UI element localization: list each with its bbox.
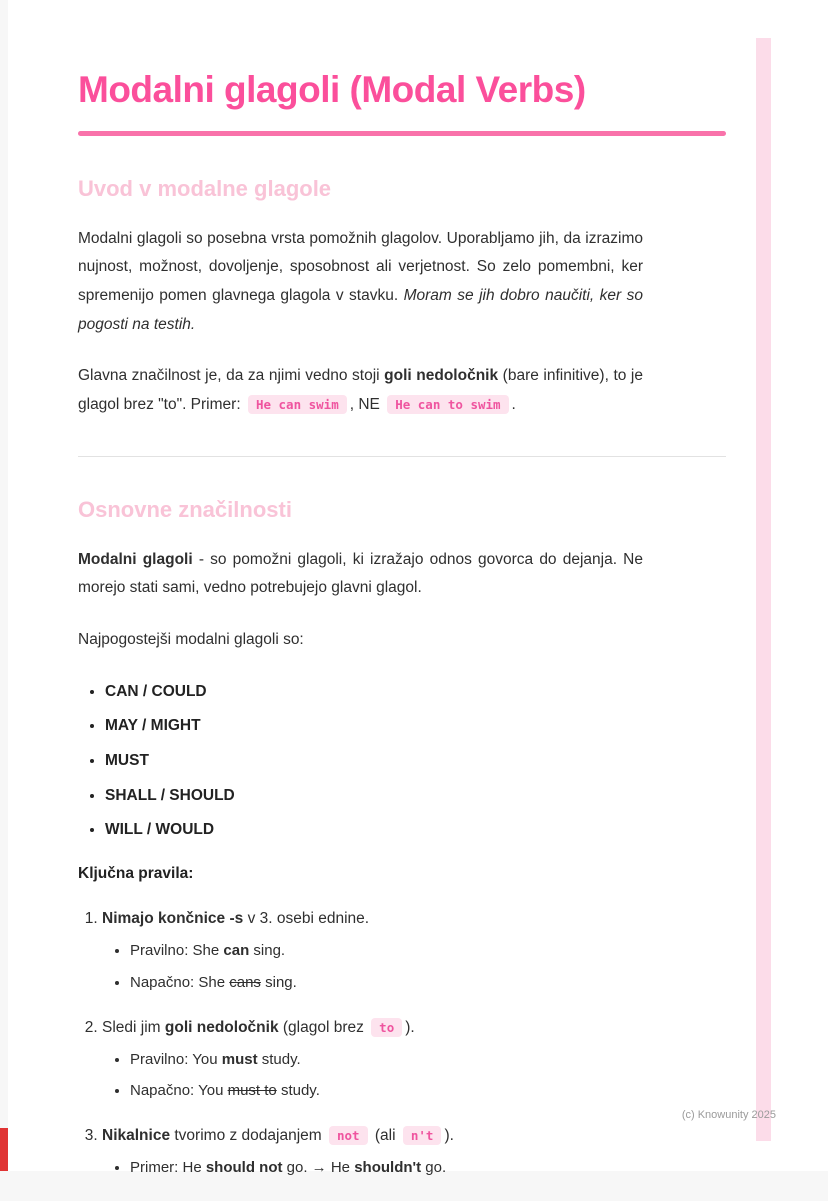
rule-item [102,907,658,994]
rule-examples [102,1049,658,1103]
list-item: • MAY / MIGHT [105,715,643,737]
section-divider [78,456,726,457]
title-underline-rule [78,131,726,136]
example-item: • Pravilno: You must study. [130,1049,658,1071]
document-content [78,70,726,1201]
rule-examples [102,940,658,994]
left-edge-accent-bar [0,1128,8,1171]
rule-examples [102,1157,658,1179]
example-item: • Napačno: You must to study. [130,1080,658,1102]
rule-text: Nimajo končnice -s v 3. osebi ednine. [102,910,370,928]
list-item: • CAN / COULD [105,681,643,703]
rule-item [102,1016,658,1103]
intro-paragraph-1: Modalni glagoli so posebna vrsta pomožnih glagolov. Uporabljamo jih, da izrazimo nujnost, možnost, dovoljenje, sposobnost ali verjetnost. So zelo pomembni, ker spremenijo pomen glavnega glagola v stavku. Moram se jih dobro naučiti, ker so pogosti na testih. [78,229,643,333]
section-heading-intro: Uvod v modalne glagole [78,175,332,201]
list-item: • WILL / WOULD [105,819,643,841]
example-item: • Napačno: She cans sing. [130,972,658,994]
example-item: • Primer: He should not go. → He shouldn't go. [130,1157,658,1179]
example-item: • Pravilno: She can sing. [130,940,658,962]
list-item: • SHALL / SHOULD [105,785,643,807]
list-item: • MUST [105,750,643,772]
modal-verbs-list [78,681,643,841]
basics-paragraph-1: Modalni glagoli - so pomožni glagoli, ki izražajo odnos govorca do dejanja. Ne morejo stati sami, vedno potrebujejo glavni glagol. [78,550,643,597]
intro-paragraph-2: Glavna značilnost je, da za njimi vedno stoji goli nedoločnik (bare infinitive), to je glagol brez "to". Primer: He can swim , NE He can to swim . [78,367,643,414]
copyright-footer: (c) Knowunity 2025 [681,1109,776,1121]
page-title: Modalni glagoli (Modal Verbs) [78,69,586,110]
rule-text: Nikalnice tvorimo z dodajanjem not (ali n't ). [102,1127,454,1145]
rules-list [78,907,658,1179]
section-heading-basics: Osnovne značilnosti [78,496,292,522]
document-page [8,0,828,1177]
right-margin-accent-strip [756,38,771,1141]
basics-paragraph-2: Najpogostejši modalni glagoli so: [78,631,304,649]
rules-label: Ključna pravila: [78,865,194,883]
rule-text: Sledi jim goli nedoločnik (glagol brez to ). [102,1018,415,1036]
